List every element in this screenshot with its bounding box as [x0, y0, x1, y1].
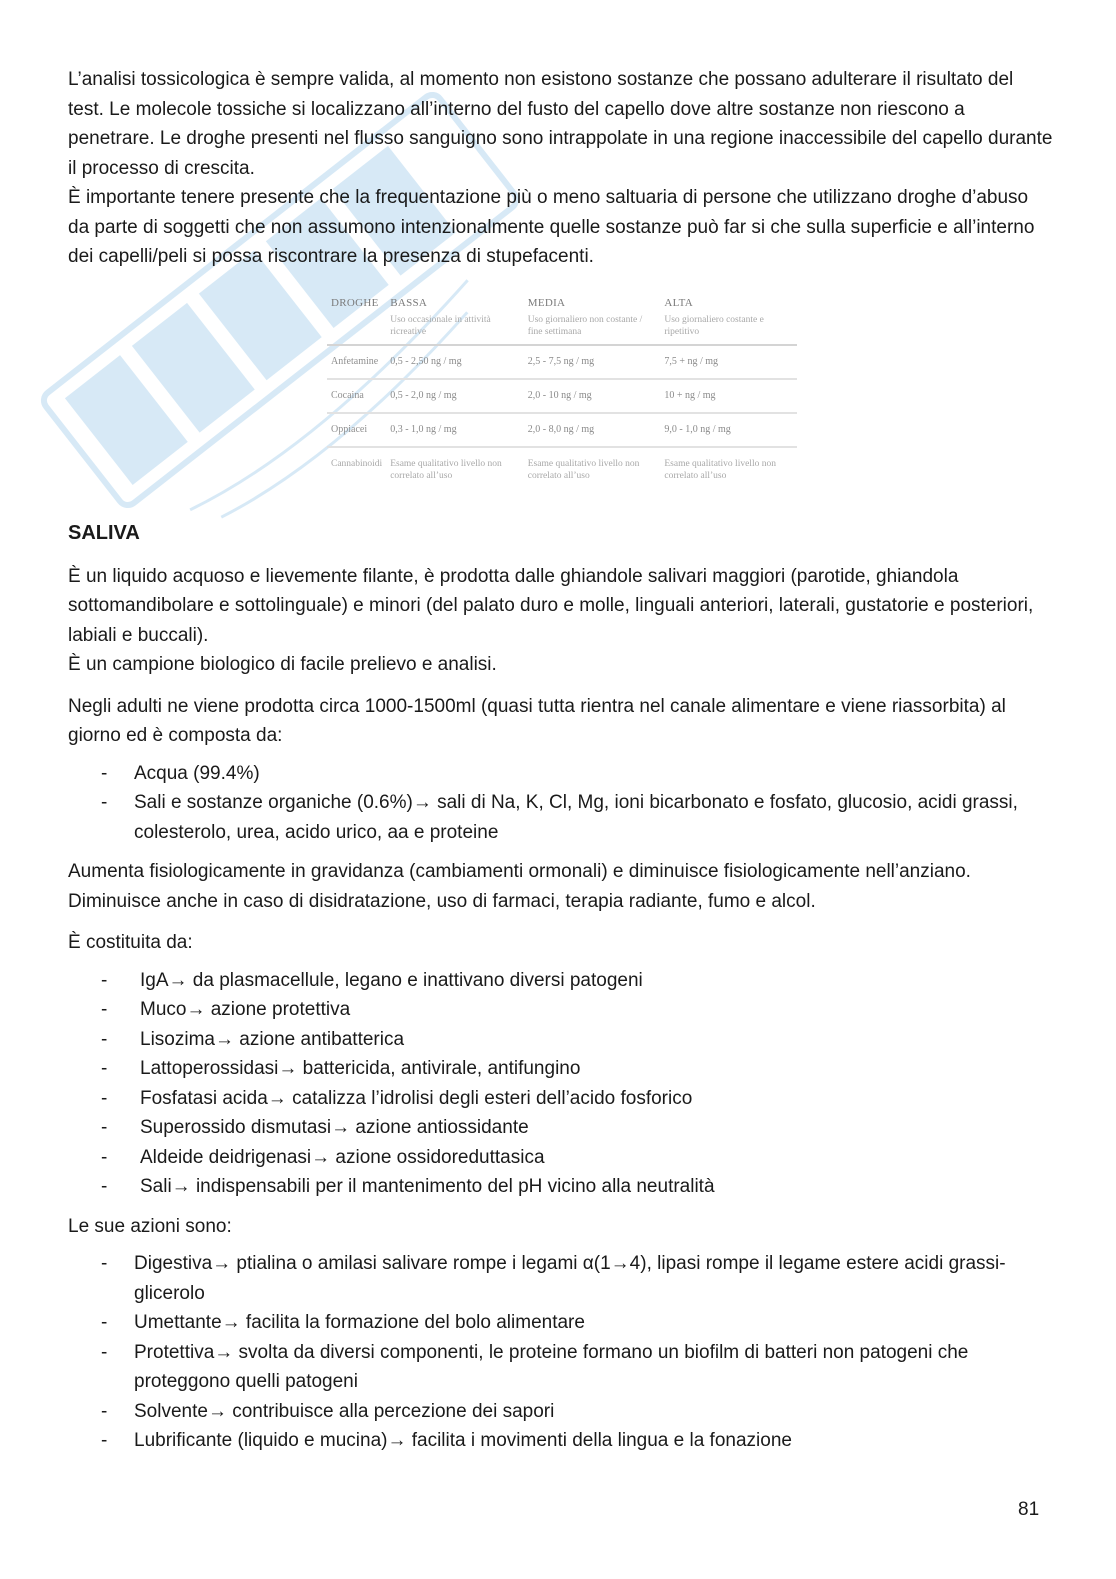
saliva-paragraph-5: È costituita da:	[68, 932, 193, 953]
saliva-paragraph-1: È un liquido acquoso e lievemente filante, è prodotta dalle ghiandole salivari maggiori (parotide, ghiandola sottomandibolare e sottolinguale) e minori (del palato duro e molle, linguali anteriori, laterali, gustatorie e posteriori, labiali e buccali).	[68, 565, 1034, 646]
table-cell: 2,5 - 7,5 ng / mg	[524, 345, 661, 379]
list-item: - Acqua (99.4%)	[68, 759, 1053, 789]
table-subheader: Uso giornaliero non costante / fine settimana	[524, 312, 661, 345]
list-item: - Sali→ indispensabili per il mantenimento del pH vicino alla neutralità	[68, 1172, 1053, 1202]
saliva-paragraph-2: È un campione biologico di facile prelievo e analisi.	[68, 654, 497, 675]
table-cell: Esame qualitativo livello non correlato all’uso	[390, 458, 502, 481]
table-cell: 10 + ng / mg	[660, 379, 797, 413]
table-cell: Cocaina	[327, 379, 386, 413]
drug-dosage-table-image	[327, 290, 797, 492]
saliva-paragraph-6: Le sue azioni sono:	[68, 1215, 232, 1237]
composition-list	[68, 759, 1053, 848]
table-subheader	[327, 312, 386, 345]
table-cell: Esame qualitativo livello non correlato all’uso	[527, 458, 640, 481]
intro-paragraph-1: L’analisi tossicologica è sempre valida, al momento non esistono sostanze che possano adulterare il risultato del test. Le molecole tossiche si localizzano all’interno del fusto del capello dove altre sostanze non riescono a penetrare. Le droghe presenti nel flusso sanguigno sono intrappolate in una regione inaccessibile del capello durante il processo di crescita.	[68, 69, 1053, 179]
table-row	[327, 413, 797, 447]
table-cell: Anfetamine	[327, 345, 386, 379]
table-cell: 2,0 - 10 ng / mg	[524, 379, 661, 413]
table-header-media: MEDIA	[527, 296, 566, 309]
table-cell: Cannabinoidi	[331, 458, 383, 469]
table-subheader: Uso occasionale in attività ricreative	[386, 312, 524, 345]
drug-dosage-table	[327, 290, 797, 492]
saliva-paragraph-3: Negli adulti ne viene prodotta circa 1000-1500ml (quasi tutta rientra nel canale alimentare e viene riassorbita) al giorno ed è composta da:	[68, 695, 1006, 746]
table-cell: 0,5 - 2,50 ng / mg	[386, 345, 524, 379]
table-cell: 2,0 - 8,0 ng / mg	[524, 413, 661, 447]
table-header-alta: ALTA	[664, 296, 693, 309]
list-item: - Lattoperossidasi→ battericida, antivirale, antifungino	[68, 1054, 1053, 1084]
list-item: - Protettiva→ svolta da diversi componenti, le proteine formano un biofilm di batteri non patogeni che proteggono quelli patogeni	[68, 1338, 1053, 1397]
actions-list	[68, 1249, 1053, 1456]
intro-paragraph-2: È importante tenere presente che la frequentazione più o meno saltuaria di persone che utilizzano droghe d’abuso da parte di soggetti che non assumono intenzionalmente quelle sostanze può far si che sulla superficie e all’interno dei capelli/peli si possa riscontrare la presenza di stupefacenti.	[68, 187, 1035, 267]
table-header-bassa: BASSA	[390, 296, 428, 309]
list-item: - Umettante→ facilita la formazione del bolo alimentare	[68, 1308, 1053, 1338]
list-item: - Fosfatasi acida→ catalizza l’idrolisi degli esteri dell’acido fosforico	[68, 1084, 1053, 1114]
table-row	[327, 447, 797, 492]
list-item: - Lubrificante (liquido e mucina)→ facilita i movimenti della lingua e la fonazione	[68, 1426, 1053, 1456]
list-item: - Digestiva→ ptialina o amilasi salivare rompe i legami α(1→4), lipasi rompe il legame estere acidi grassi-glicerolo	[68, 1249, 1053, 1308]
table-cell: Esame qualitativo livello non correlato all’uso	[664, 458, 776, 481]
constituents-list	[68, 966, 1053, 1202]
table-cell: 9,0 - 1,0 ng / mg	[660, 413, 797, 447]
page-content	[68, 65, 1053, 1466]
table-row	[327, 345, 797, 379]
table-row	[327, 379, 797, 413]
list-item: - Superossido dismutasi→ azione antiossidante	[68, 1113, 1053, 1143]
table-cell: Oppiacei	[327, 413, 386, 447]
list-item: - Solvente→ contribuisce alla percezione dei sapori	[68, 1397, 1053, 1427]
table-cell: 7,5 + ng / mg	[660, 345, 797, 379]
list-item: - Aldeide deidrigenasi→ azione ossidoreduttasica	[68, 1143, 1053, 1173]
list-item: - Muco→ azione protettiva	[68, 995, 1053, 1025]
table-cell: 0,3 - 1,0 ng / mg	[386, 413, 524, 447]
page-number: 81	[1018, 1499, 1040, 1520]
list-item: - IgA→ da plasmacellule, legano e inattivano diversi patogeni	[68, 966, 1053, 996]
table-cell: 0,5 - 2,0 ng / mg	[386, 379, 524, 413]
table-subheader: Uso giornaliero costante e ripetitivo	[660, 312, 797, 345]
list-item: - Lisozima→ azione antibatterica	[68, 1025, 1053, 1055]
list-item: - Sali e sostanze organiche (0.6%)→ sali di Na, K, Cl, Mg, ioni bicarbonato e fosfato, glucosio, acidi grassi, colesterolo, urea, acido urico, aa e proteine	[68, 788, 1053, 847]
saliva-paragraph-4: Aumenta fisiologicamente in gravidanza (cambiamenti ormonali) e diminuisce fisiologicamente nell’anziano. Diminuisce anche in caso di disidratazione, uso di farmaci, terapia radiante, fumo e alcol.	[68, 861, 971, 912]
table-header-droghe: DROGHE	[331, 296, 379, 309]
section-title-saliva: SALIVA	[68, 521, 140, 544]
